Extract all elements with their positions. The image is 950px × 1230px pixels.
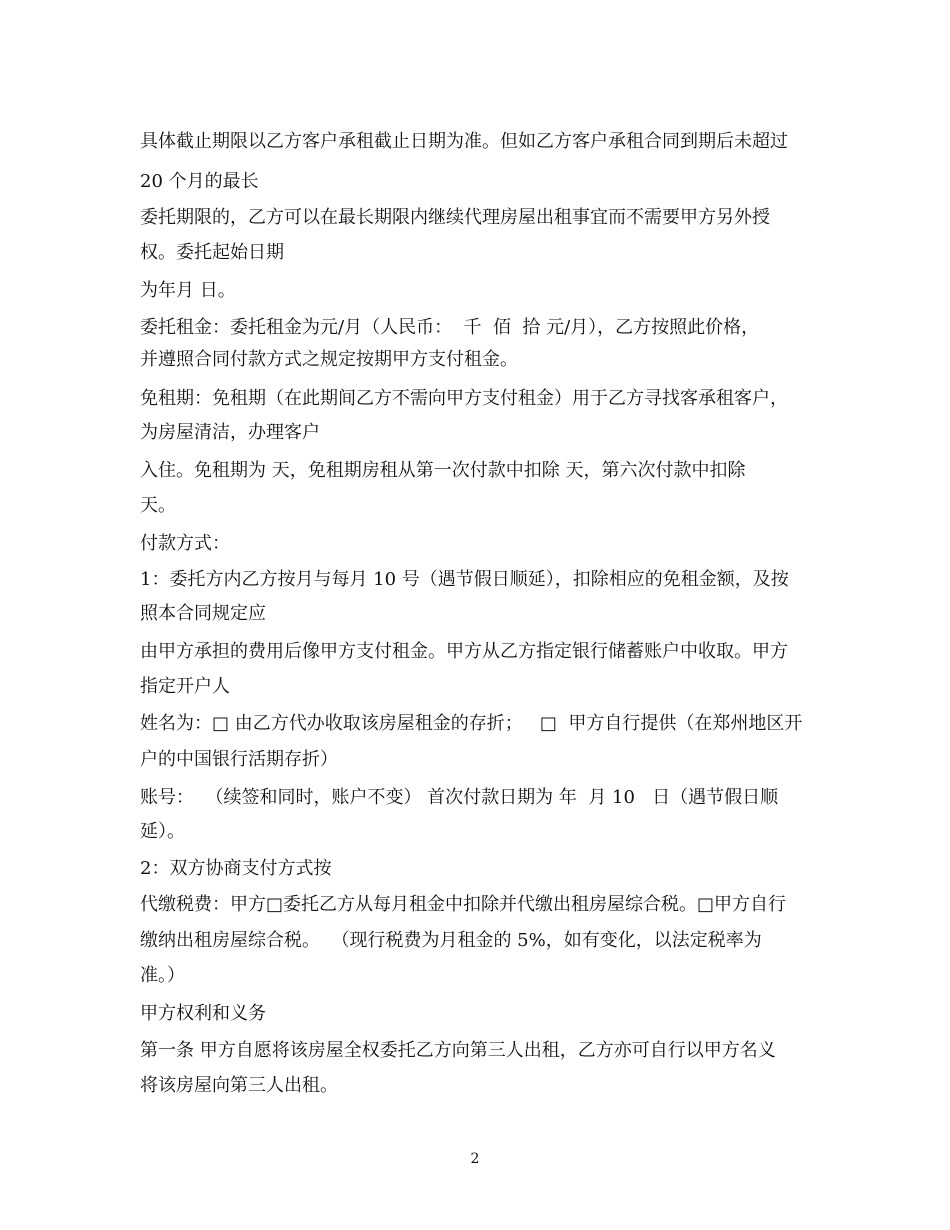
text-line: 代缴税费：甲方□委托乙方从每月租金中扣除并代缴出租房屋综合税。□甲方自行 [140,894,787,915]
text-line: 由甲方承担的费用后像甲方支付租金。甲方从乙方指定银行储蓄账户中收取。甲方 [140,641,788,662]
text-line: 入住。免租期为 天，免租期房租从第一次付款中扣除 天，第六次付款中扣除 [140,460,746,481]
text-line: 将该房屋向第三人出租。 [140,1075,338,1096]
text-line: 第一条 甲方自愿将该房屋全权委托乙方向第三人出租，乙方亦可自行以甲方名义 [140,1040,776,1061]
text-line: 账号： （续签和同时，账户不变） 首次付款日期为 年 月 10 日（遇节假日顺 [140,787,779,808]
text-line: 并遵照合同付款方式之规定按期甲方支付租金。 [140,349,518,370]
text-line: 户的中国银行活期存折） [140,749,338,770]
text-line: 1：委托方内乙方按月与每月 10 号（遇节假日顺延），扣除相应的免租金额，及按 [140,569,789,590]
text-line: 具体截止期限以乙方客户承租截止日期为准。但如乙方客户承租合同到期后未超过 [140,131,788,152]
text-line: 照本合同规定应 [140,603,266,624]
text-line: 为房屋清洁，办理客户 [140,422,320,443]
text-line: 缴纳出租房屋综合税。 （现行税费为月租金的 5%，如有变化，以法定税率为 [140,930,762,951]
text-line: 指定开户人 [140,676,230,697]
page-number: 2 [470,1151,480,1167]
text-line: 委托期限的，乙方可以在最长期限内继续代理房屋出租事宜而不需要甲方另外授 [140,207,770,228]
text-line: 权。委托起始日期 [140,242,284,263]
text-line: 付款方式： [140,533,230,554]
text-line: 延）。 [140,821,185,842]
text-line: 2：双方协商支付方式按 [140,858,332,879]
text-line: 准。） [140,965,185,986]
text-line: 为年月 日。 [140,280,236,301]
text-line: 天。 [140,495,176,516]
text-line: 委托租金：委托租金为元/月（人民币： 千 佰 拾 元/月），乙方按照此价格， [140,317,760,338]
text-line: 免租期：免租期（在此期间乙方不需向甲方支付租金）用于乙方寻找客承租客户， [140,388,788,409]
text-line: 20 个月的最长 [140,171,259,192]
text-line: 甲方权利和义务 [140,1003,266,1024]
text-line: 姓名为：□ 由乙方代办收取该房屋租金的存折； □ 甲方自行提供（在郑州地区开 [140,713,803,734]
